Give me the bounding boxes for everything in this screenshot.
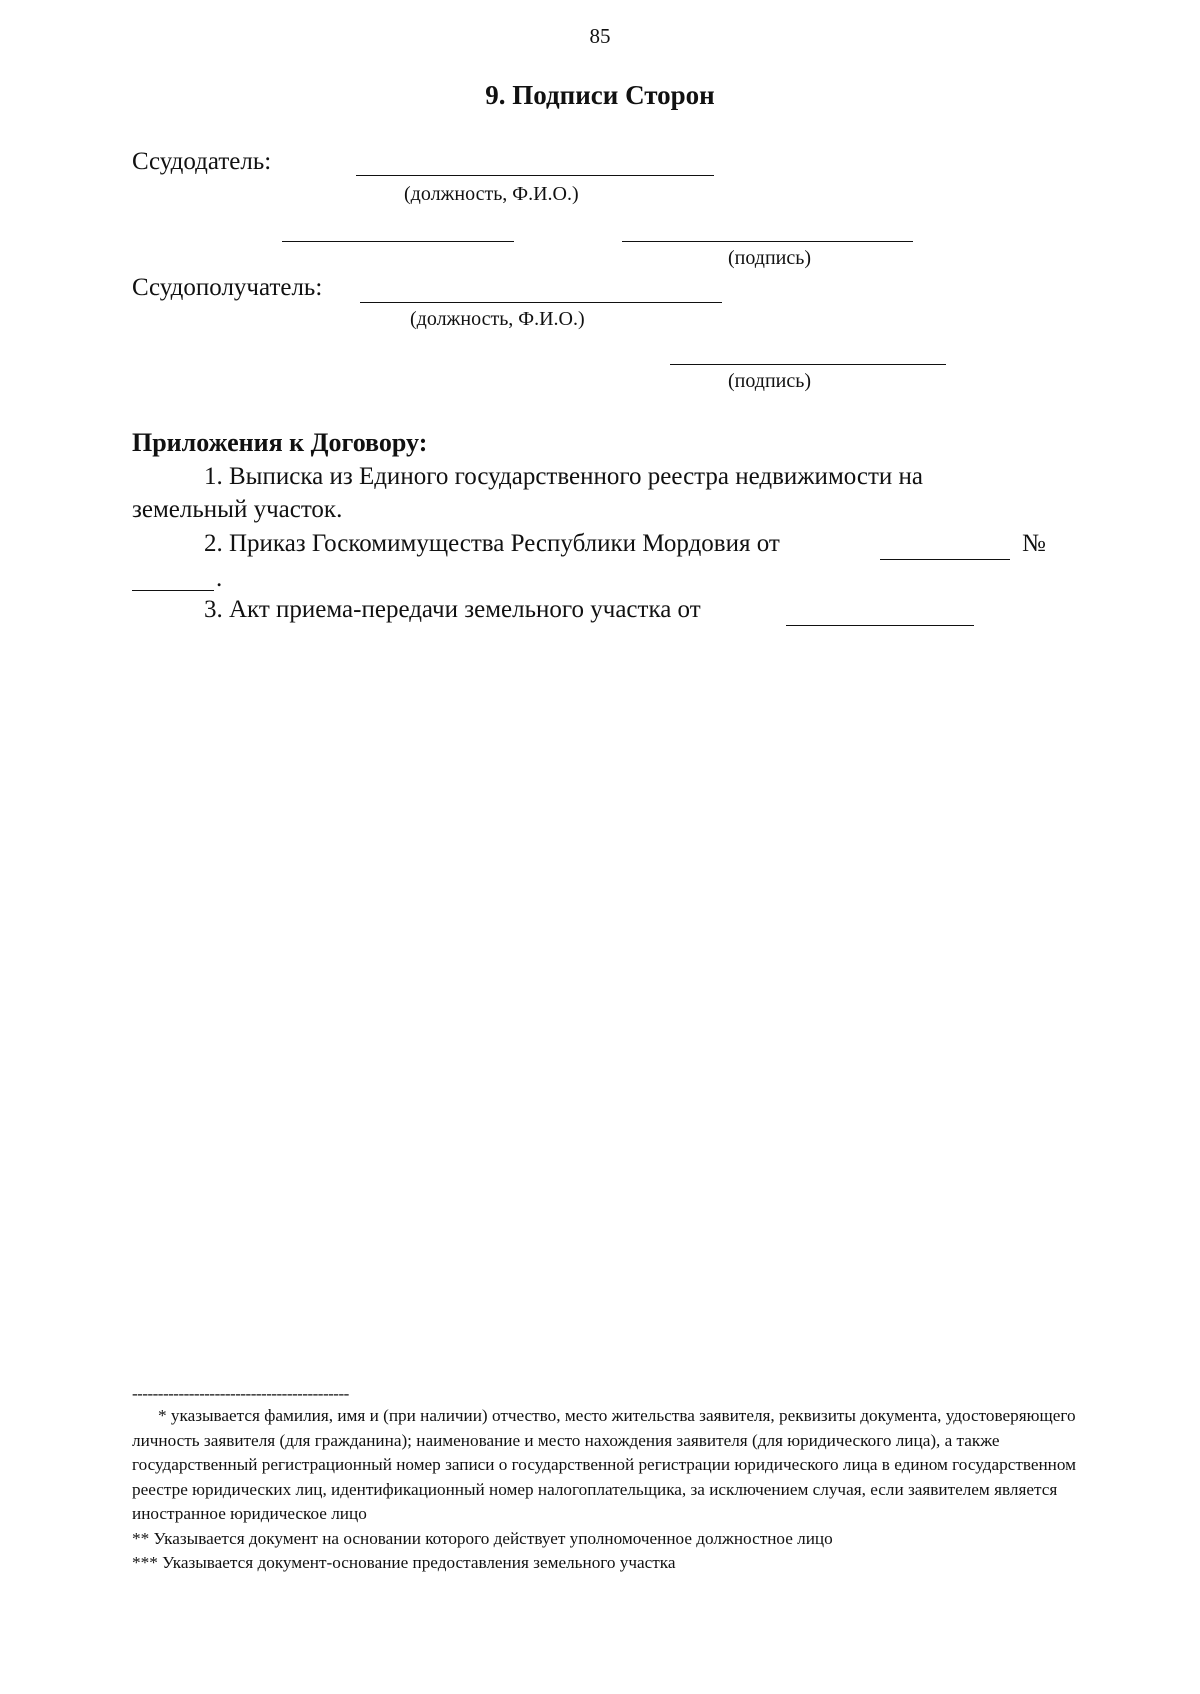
annex-item-1-line-1: 1. Выписка из Единого государственного реестра недвижимости на xyxy=(204,463,924,490)
annex-item-2-number-line xyxy=(132,590,214,591)
borrower-signature-line xyxy=(670,364,946,365)
lender-signature-hint: (подпись) xyxy=(728,247,812,269)
annex-item-1-line-2: земельный участок. xyxy=(132,496,343,523)
footnote-1: * указывается фамилия, имя и (при наличии) отчество, место жительства заявителя, реквизиты документа, удостоверяющего личность заявителя (для гражданина); наименование и место нахождения заявителя (для юридического лица), а также государственный регистрационный номер записи о государственной регистрации юридического лица в едином государственном реестре юридических лиц, идентификационный номер налогоплательщика, за исключением случая, если заявителем является иностранное юридическое лицо xyxy=(132,1406,1077,1523)
lender-signature-line xyxy=(622,241,913,242)
footnotes xyxy=(132,1404,1107,1576)
lender-position-hint: (должность, Ф.И.О.) xyxy=(404,183,579,205)
annex-item-3-date-line xyxy=(786,625,974,626)
borrower-position-line xyxy=(360,302,722,303)
section-title: 9. Подписи Сторон xyxy=(485,80,715,110)
footnote-2: ** Указывается документ на основании которого действует уполномоченное должностное лицо xyxy=(132,1528,833,1548)
annex-item-2-text: 2. Приказ Госкомимущества Республики Мордовия от xyxy=(204,530,780,557)
annex-item-3-text: 3. Акт приема-передачи земельного участка от xyxy=(204,596,701,623)
borrower-signature-hint: (подпись) xyxy=(728,370,812,392)
footnote-separator: ------------------------------------------ xyxy=(132,1384,349,1403)
lender-label: Ссудодатель: xyxy=(132,148,272,175)
borrower-label: Ссудополучатель: xyxy=(132,274,323,301)
lender-blank-line xyxy=(282,241,514,242)
footnote-3: *** Указывается документ-основание предоставления земельного участка xyxy=(132,1553,676,1572)
lender-position-line xyxy=(356,175,714,176)
annex-item-2-date-line xyxy=(880,559,1010,560)
borrower-position-hint: (должность, Ф.И.О.) xyxy=(410,308,585,330)
annexes-title: Приложения к Договору: xyxy=(132,428,428,457)
page-number: 85 xyxy=(589,24,611,48)
annex-item-2-number-sign: № xyxy=(1022,530,1046,557)
annex-item-2-end: . xyxy=(216,565,223,592)
